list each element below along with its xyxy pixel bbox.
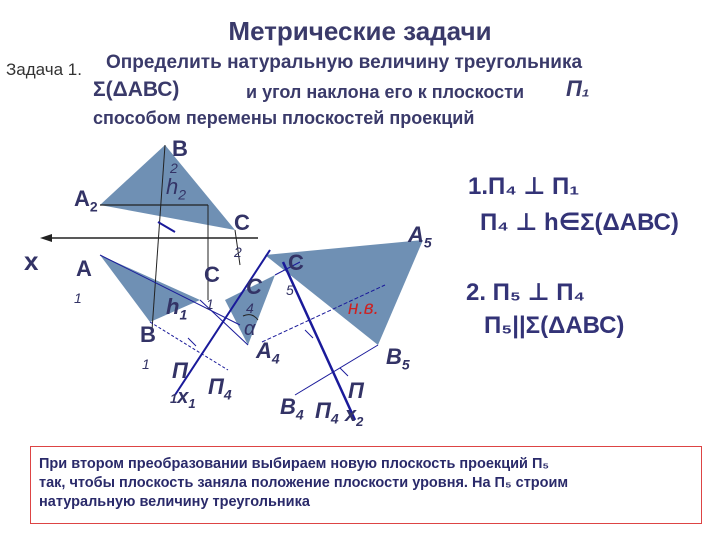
label-p4b: $П_4$ (315, 398, 339, 427)
label-a4: $А_4$ (256, 338, 280, 367)
distance-tick-1 (188, 338, 196, 346)
triangle-notation: Σ(ΔАВС) (93, 78, 180, 101)
label-b1-sub: 1 (142, 356, 150, 372)
label-axis-x: х (24, 246, 39, 276)
label-b2: В (172, 136, 188, 161)
page-title: Метрические задачи (228, 16, 492, 46)
label-p1: П (172, 358, 188, 383)
tick-mark (158, 222, 175, 232)
formula-step1-a: 1.П₄ ⊥ П₁ (468, 173, 580, 200)
plane-p1-notation: П₁ (566, 76, 590, 101)
task-statement-line1: Определить натуральную величину треугольника (106, 52, 583, 73)
label-c2: С (234, 210, 250, 235)
task-label: Задача 1. (6, 60, 82, 79)
label-p5: П (348, 378, 364, 403)
label-a1: А (76, 256, 92, 281)
label-alpha: α (244, 318, 256, 340)
label-c5: С (288, 250, 304, 275)
label-h1: $h_1$ (166, 294, 188, 323)
distance-tick-2 (305, 330, 313, 338)
formula-step2-b: П₅||Σ(ΔАВС) (484, 312, 625, 339)
label-b2-sub: 2 (170, 160, 178, 176)
note-line3: натуральную величину треугольника (39, 494, 310, 510)
label-p4a: $П_4$ (208, 374, 232, 403)
label-c1: С (204, 262, 220, 287)
label-h2: $h_2$ (166, 174, 187, 203)
note-line2: так, чтобы плоскость заняла положение плоскости уровня. На П₅ строим (39, 475, 569, 491)
label-a2: $А_2$ (74, 186, 98, 215)
formula-step2-a: 2. П₅ ⊥ П₄ (466, 279, 585, 306)
formula-step1-b: П₄ ⊥ h∈Σ(ΔАВС) (480, 209, 679, 236)
label-b4: $В_4$ (280, 394, 304, 423)
label-a1-sub: 1 (74, 290, 82, 306)
label-b5: $В_5$ (386, 344, 410, 373)
note-line1: При втором преобразовании выбираем новую плоскость проекций П₅ (39, 456, 550, 472)
label-b1: В (140, 322, 156, 347)
label-c2-sub: 2 (234, 244, 242, 260)
label-c4: С (246, 274, 262, 299)
label-c4-sub: 4 (246, 300, 254, 316)
label-x1: $1х_1$ (170, 386, 196, 411)
explanation-note (30, 446, 702, 524)
label-c1-sub: 1 (206, 296, 214, 312)
label-a5: $А_5$ (408, 222, 432, 251)
proj-b1-b4 (150, 322, 228, 370)
label-c5-sub: 5 (286, 282, 294, 298)
label-natural-size: н.в. (348, 298, 379, 319)
distance-tick-3 (340, 368, 348, 376)
task-statement-line2: и угол наклона его к плоскости (246, 82, 525, 102)
label-x2: $х_2$ (345, 404, 364, 429)
task-statement-line3: способом перемены плоскостей проекций (93, 108, 475, 128)
proj-b4-b5 (295, 345, 378, 395)
axis-x-arrow (40, 234, 52, 242)
